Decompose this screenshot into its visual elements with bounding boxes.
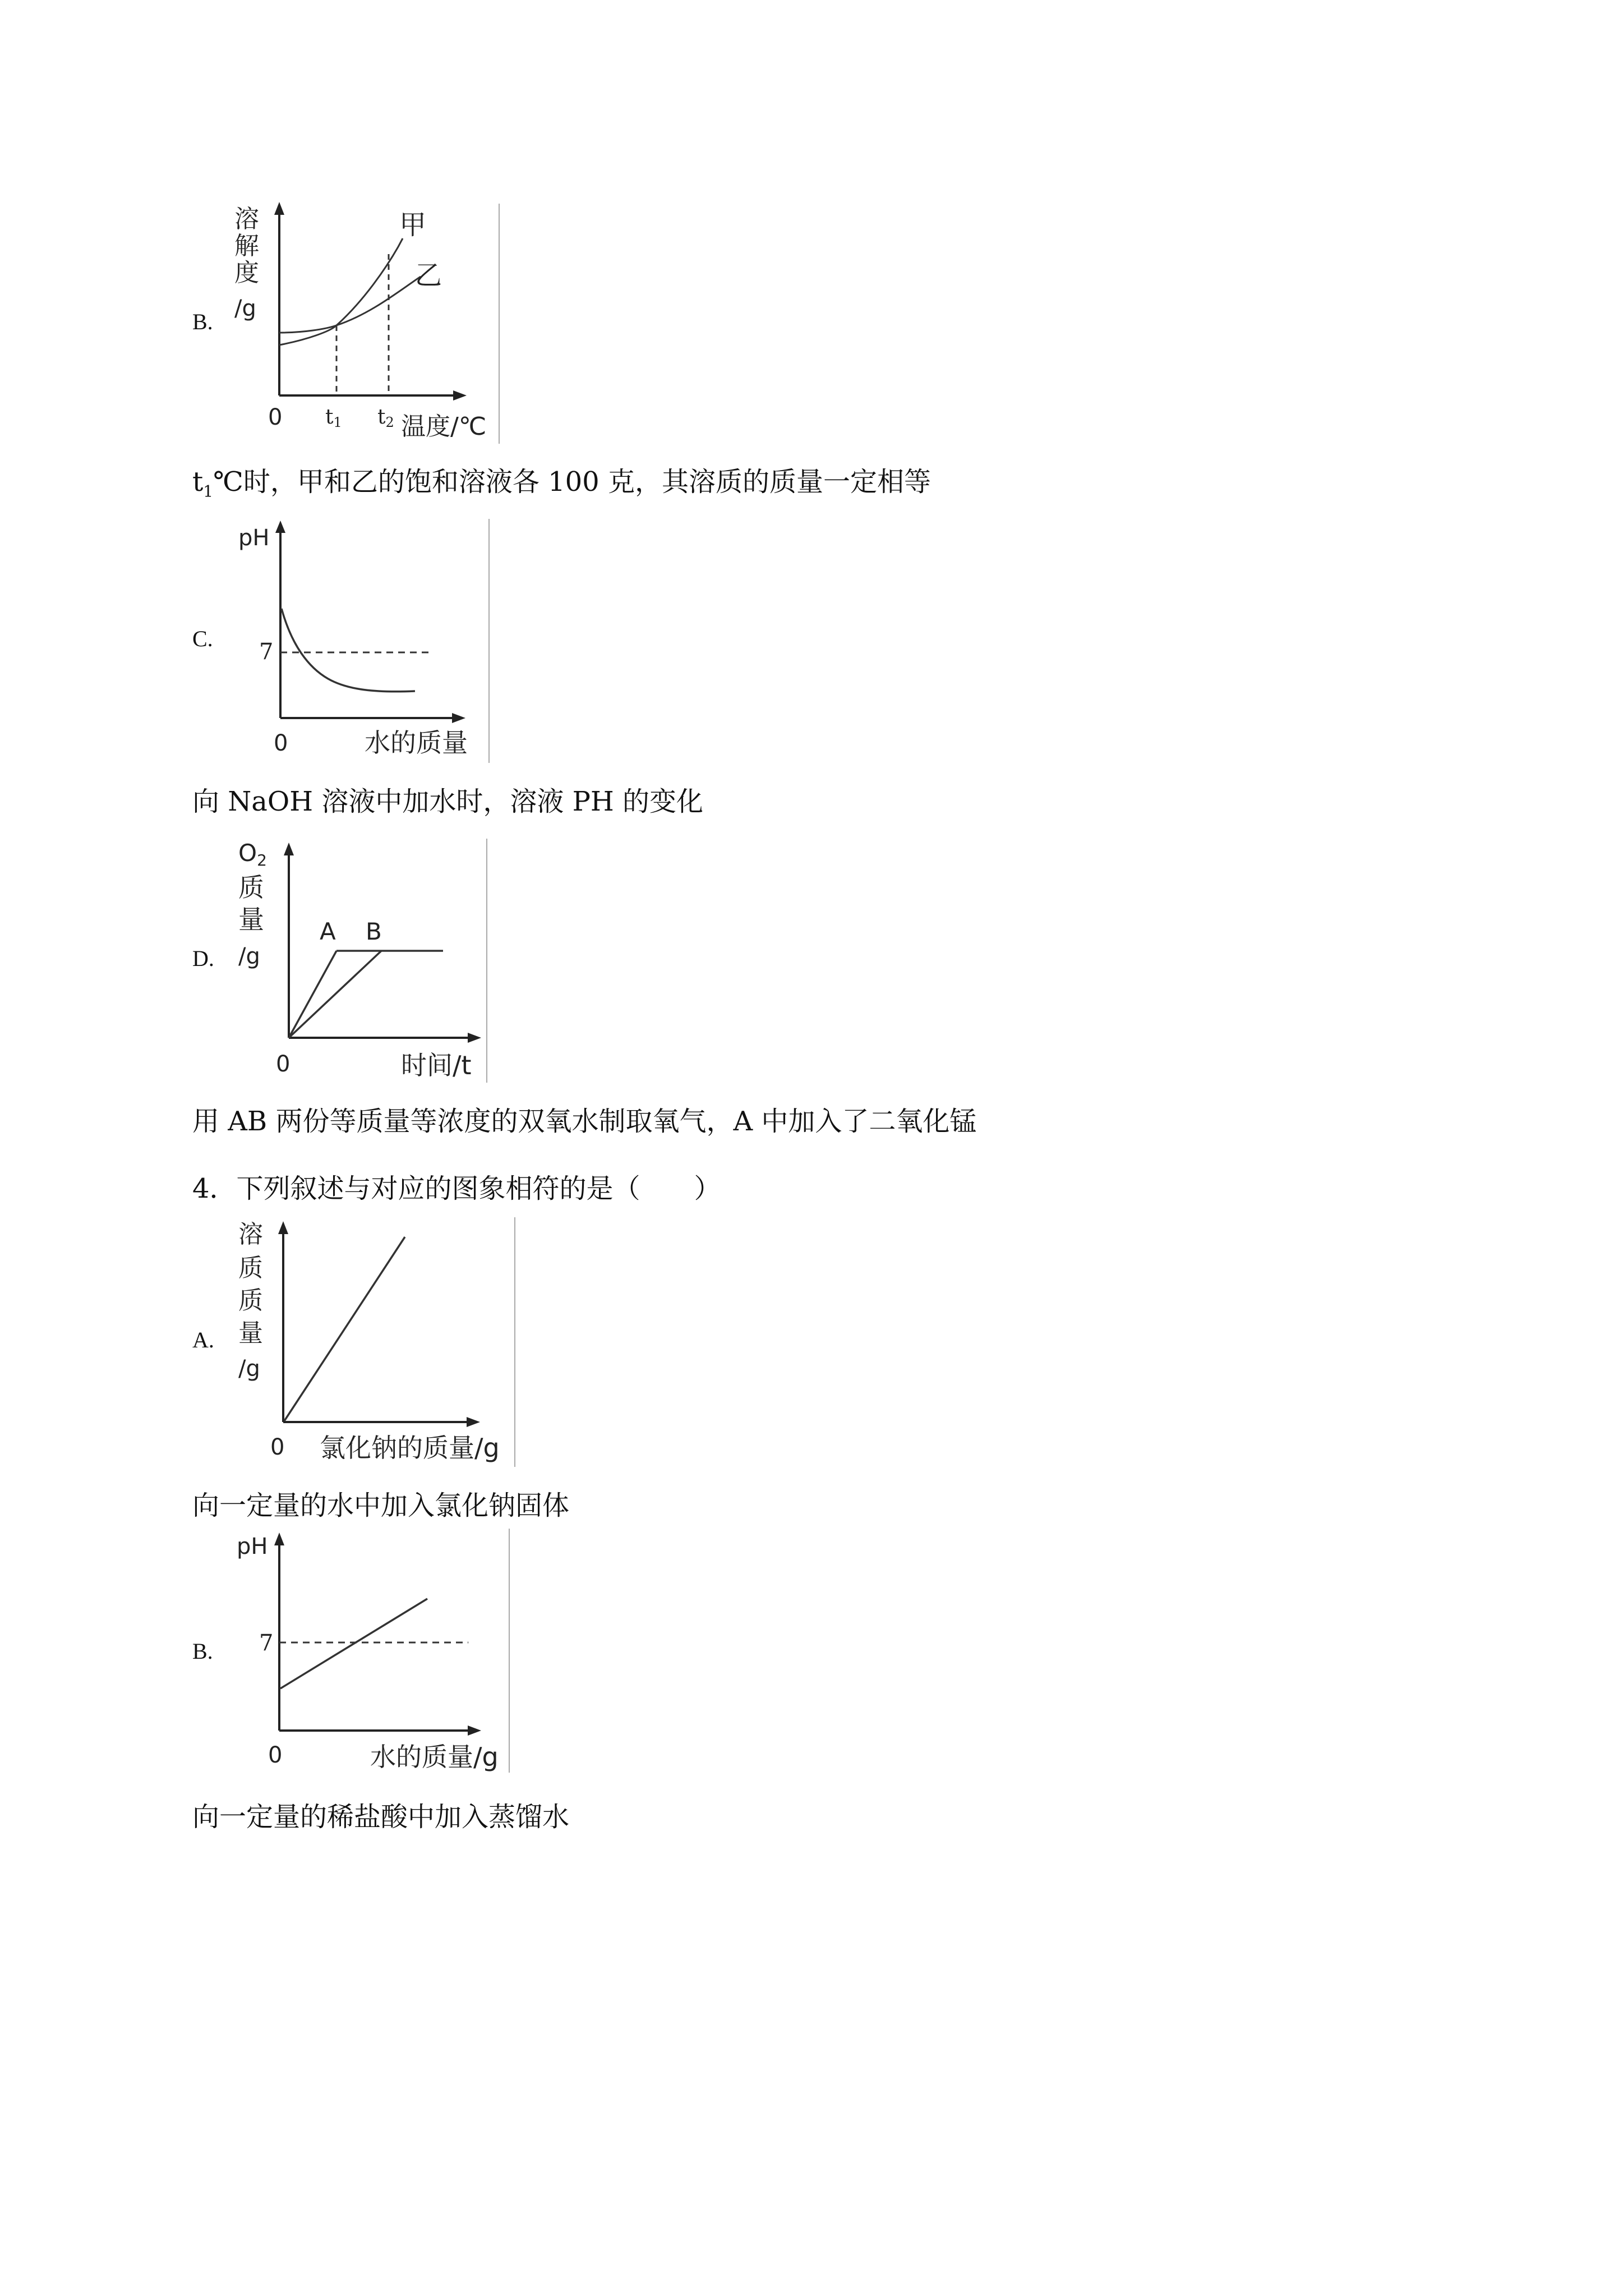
solute-mass-chart xyxy=(230,1214,522,1467)
solute-mass-chart-svg xyxy=(230,1214,522,1467)
y-axis-arrow-icon xyxy=(274,1533,284,1545)
y-label-unit: /g xyxy=(234,296,256,321)
option-letter: B. xyxy=(192,309,213,334)
tick-7-label: 7 xyxy=(259,639,274,665)
t1-tick-label: t1 xyxy=(325,406,342,430)
y-axis-label: pH xyxy=(238,525,270,551)
oxygen-chart xyxy=(230,836,494,1083)
y-axis-arrow-icon xyxy=(275,521,285,533)
curve-b-label: B xyxy=(366,918,382,945)
y-label-char: 度 xyxy=(234,259,259,287)
solubility-chart xyxy=(230,199,505,446)
origin-label: 0 xyxy=(270,1434,285,1460)
x-axis-arrow-icon xyxy=(453,390,467,401)
y-label-char: 溶 xyxy=(238,1220,263,1249)
x-axis-label: 水的质量/g xyxy=(370,1742,499,1772)
y-axis-label: pH xyxy=(237,1534,268,1559)
origin-label: 0 xyxy=(268,1742,283,1768)
option-letter: C. xyxy=(192,626,213,651)
option-letter: B. xyxy=(192,1639,213,1664)
oxygen-chart-svg xyxy=(230,836,494,1083)
curve-yi xyxy=(279,277,421,333)
y-label-unit: /g xyxy=(238,944,260,969)
option-caption: $t_1℃$时，甲和乙的饱和溶液各 100 克，其溶质的质量一定相等 xyxy=(192,466,931,501)
option-caption: 向一定量的水中加入氯化钠固体 xyxy=(192,1490,570,1521)
option-caption: 用 AB 两份等质量等浓度的双氧水制取氧气，A 中加入了二氧化锰 xyxy=(192,1106,977,1137)
y-label-char: 量 xyxy=(238,1319,263,1347)
solute-line xyxy=(284,1237,405,1421)
curve-a-label: A xyxy=(320,918,336,945)
y-axis-arrow-icon xyxy=(278,1221,288,1234)
ph-curve xyxy=(282,609,415,692)
x-axis-arrow-icon xyxy=(468,1726,481,1736)
curve-jia xyxy=(279,238,403,345)
option-caption: 向一定量的稀盐酸中加入蒸馏水 xyxy=(192,1801,570,1833)
x-axis-arrow-icon xyxy=(468,1033,481,1043)
y-label-char: 溶 xyxy=(234,205,259,233)
question-stem: 4．下列叙述与对应的图象相符的是（ ） xyxy=(192,1173,721,1204)
option-letter: A. xyxy=(192,1327,214,1352)
solubility-chart-svg xyxy=(230,199,505,446)
curve-yi-label: 乙 xyxy=(415,260,442,291)
ph-naoh-chart xyxy=(230,516,494,763)
y-label-char: 质 xyxy=(238,872,264,903)
x-axis-label: 水的质量 xyxy=(365,728,468,758)
ph-naoh-chart-svg xyxy=(230,516,494,763)
x-axis-label: 温度/℃ xyxy=(401,412,487,441)
ph-line xyxy=(280,1599,427,1688)
ph-hcl-chart xyxy=(230,1526,516,1773)
option-letter: D. xyxy=(192,946,214,971)
tick-7-label: 7 xyxy=(259,1630,274,1656)
x-axis-label: 氯化钠的质量/g xyxy=(320,1433,500,1463)
curve-a-rise xyxy=(289,951,336,1038)
x-axis-label: 时间/t xyxy=(401,1050,472,1080)
curve-jia-label: 甲 xyxy=(399,209,427,241)
ph-hcl-chart-svg xyxy=(230,1526,516,1773)
y-label-o2: O2 xyxy=(238,839,267,869)
origin-label: 0 xyxy=(276,1051,291,1077)
y-axis-arrow-icon xyxy=(274,202,284,215)
y-axis-arrow-icon xyxy=(284,843,294,855)
x-axis-arrow-icon xyxy=(467,1417,480,1427)
t2-tick-label: t2 xyxy=(377,406,394,430)
curve-b-rise xyxy=(289,951,381,1038)
x-axis-arrow-icon xyxy=(452,713,465,723)
y-label-char: 量 xyxy=(238,904,264,935)
y-label-unit: /g xyxy=(238,1356,260,1382)
y-label-char: 质 xyxy=(238,1286,263,1315)
origin-label: 0 xyxy=(274,730,288,756)
y-label-char: 解 xyxy=(234,232,259,260)
origin-label: 0 xyxy=(268,404,283,430)
y-label-char: 质 xyxy=(238,1254,263,1282)
option-caption: 向 NaOH 溶液中加水时，溶液 PH 的变化 xyxy=(192,786,704,817)
